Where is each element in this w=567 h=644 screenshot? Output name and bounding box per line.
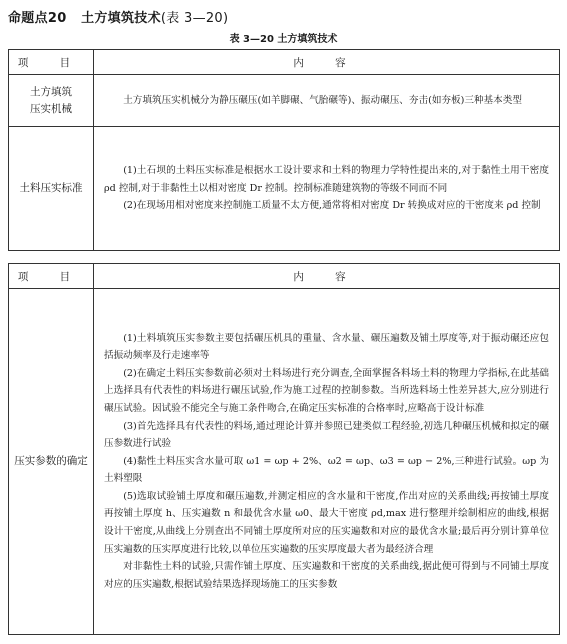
heading-label: 命题点20 <box>8 11 67 26</box>
table-1 <box>8 49 560 251</box>
table-header-row <box>9 264 560 289</box>
heading-ref: (表 3—20) <box>160 11 229 26</box>
header-item: 项 目 <box>9 50 94 75</box>
table-caption: 表 3—20 土方填筑技术 <box>229 34 338 45</box>
heading-title: 土方填筑技术 <box>81 11 161 26</box>
row-label <box>9 75 94 127</box>
row-label-line: 压实机械 <box>30 102 72 115</box>
table-2 <box>8 263 560 635</box>
content-paragraph: 对非黏性土料的试验,只需作铺土厚度、压实遍数和干密度的关系曲线,据此便可得到与不同铺土厚度对应的压实遍数,根据试验结果选择现场施工的压实参数 <box>104 561 549 590</box>
content-paragraph: 土方填筑压实机械分为静压碾压(如羊脚碾、气胎碾等)、振动碾压、夯击(如夯板)三种基本类型 <box>123 94 522 106</box>
row-label-line: 土方填筑 <box>30 85 72 98</box>
content-paragraph: (5)选取试验铺土厚度和碾压遍数,并测定相应的含水量和干密度,作出对应的关系曲线;再按铺土厚度再按铺土厚度 h、压实遍数 n 和最优含水量 ω0、最大干密度 ρd,max 进行整理并绘制相应的曲线,根据设计干密度,从曲线上分别查出不同铺土厚度所对应的压实遍数和对应的最优含水量;最后再分别计算单位压实遍数的压实厚度进行比较,以单位压实遍数的压实厚度最大者为最经济合理 <box>104 490 549 555</box>
row-content <box>94 289 560 635</box>
content-paragraph: (1)土料填筑压实参数主要包括碾压机具的重量、含水量、碾压遍数及铺土厚度等,对于振动碾还应包括振动频率及行走速率等 <box>104 332 549 362</box>
header-content: 内 容 <box>94 50 560 75</box>
row-label <box>9 127 94 251</box>
row-label-line: 土料压实标准 <box>19 182 83 194</box>
row-label <box>9 289 94 635</box>
table-header-row <box>9 50 560 75</box>
table-row <box>9 289 560 635</box>
header-item: 项 目 <box>9 264 94 289</box>
row-content <box>94 75 560 127</box>
section-heading <box>8 7 228 26</box>
content-paragraph: (2)在现场用相对密度来控制施工质量不太方便,通常将相对密度 Dr 转换成对应的干密度来 ρd 控制 <box>123 200 541 212</box>
table-row <box>9 127 560 251</box>
header-content: 内 容 <box>94 264 560 289</box>
row-content <box>94 127 560 251</box>
content-paragraph: (1)土石坝的土料压实标准是根据水工设计要求和土料的物理力学特性提出来的,对于黏性土用干密度 ρd 控制,对于非黏性土以相对密度 Dr 控制。控制标准随建筑物的等级不同而不同 <box>104 165 549 194</box>
content-paragraph: (4)黏性土料压实含水量可取 ω1 = ωp + 2%、ω2 = ωp、ω3 = ωp − 2%,三种进行试验。ωp 为土料塑限 <box>104 455 549 485</box>
content-paragraph: (3)首先选择具有代表性的料场,通过理论计算并参照已建类似工程经验,初选几种碾压机械和拟定的碾压参数进行试验 <box>104 420 549 450</box>
table-row <box>9 75 560 127</box>
row-label-line: 压实参数的确定 <box>14 455 88 467</box>
content-paragraph: (2)在确定土料压实参数前必须对土料场进行充分调查,全面掌握各料场土料的物理力学指标,在此基础上选择具有代表性的料场进行碾压试验,作为施工过程的控制参数。当所选料场土性差异甚大,应分别进行碾压试验。因试验不能完全与施工条件吻合,在确定压实标准的合格率时,应略高于设计标准 <box>104 367 549 414</box>
